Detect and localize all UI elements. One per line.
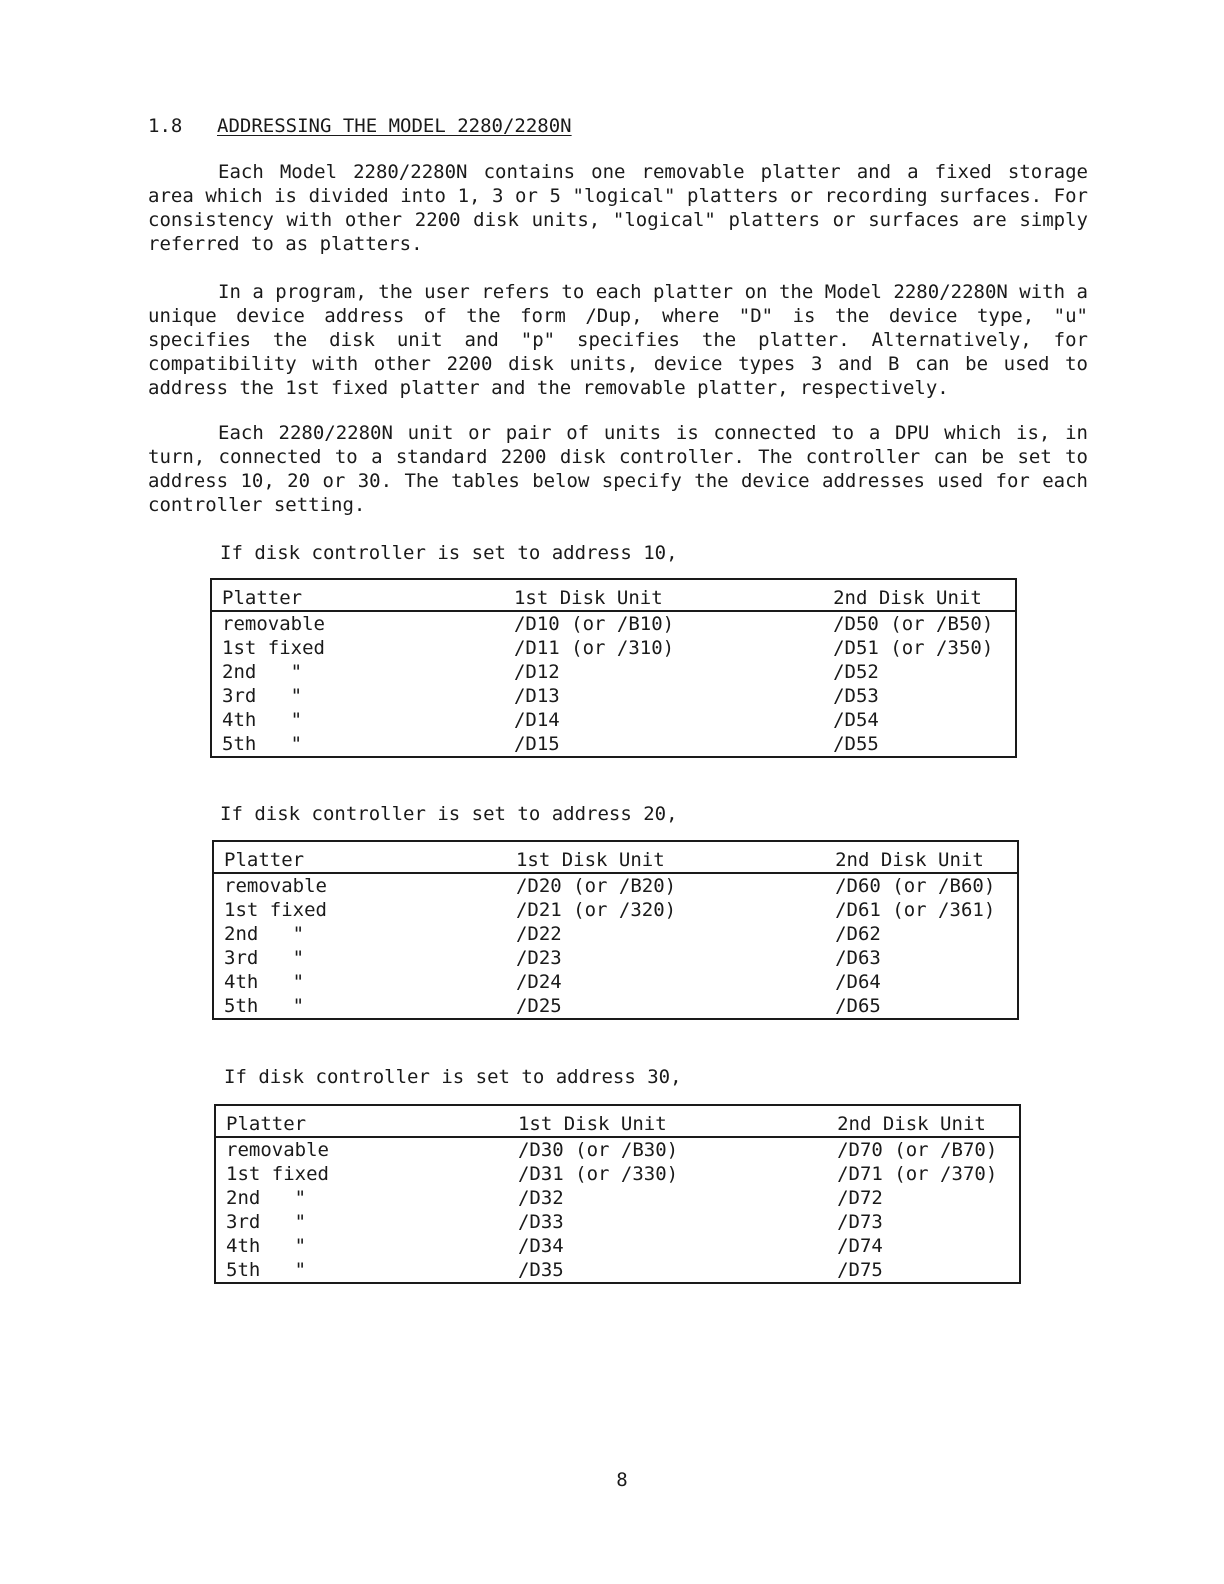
table-header-row bbox=[213, 841, 1018, 873]
section-heading bbox=[148, 114, 572, 138]
cell-unit2: /D51 (or /350) bbox=[833, 637, 994, 659]
paragraph-2: In a program, the user refers to each platter on the Model 2280/2280N with a unique device address of the form /Dup, where "D" is the device type, "u" specifies the disk unit and "p" specifies the platter. Alternatively, for compatibility with other 2200 disk units, device types 3 and B can be used to address the 1st fixed platter and the removable platter, respectively. bbox=[148, 281, 1088, 399]
cell-unit1: /D33 bbox=[517, 1211, 564, 1233]
cell-unit2: /D52 bbox=[833, 661, 879, 683]
cell-unit1: /D32 bbox=[517, 1187, 564, 1209]
table-row bbox=[213, 946, 1018, 970]
cell-platter: 5th " bbox=[226, 1259, 307, 1281]
table-row bbox=[213, 970, 1018, 994]
cell-unit1: /D14 bbox=[513, 709, 560, 731]
cell-unit1: /D20 (or /B20) bbox=[515, 875, 677, 897]
cell-unit1: /D10 (or /B10) bbox=[513, 613, 675, 635]
cell-unit2: /D73 bbox=[837, 1211, 883, 1233]
table-row bbox=[211, 660, 1016, 684]
header-platter: Platter bbox=[215, 1105, 508, 1137]
cell-platter: 1st fixed bbox=[226, 1163, 329, 1185]
cell-unit1: /D13 bbox=[513, 685, 560, 707]
cell-unit2: /D54 bbox=[833, 709, 879, 731]
cell-unit1: /D22 bbox=[515, 923, 562, 945]
cell-platter: 3rd " bbox=[224, 947, 305, 969]
table-row bbox=[215, 1137, 1020, 1162]
cell-platter: 1st fixed bbox=[224, 899, 327, 921]
cell-unit1: /D21 (or /320) bbox=[515, 899, 677, 921]
cell-platter: removable bbox=[224, 875, 327, 897]
header-platter: Platter bbox=[211, 579, 504, 611]
table-row bbox=[215, 1186, 1020, 1210]
table-row bbox=[215, 1210, 1020, 1234]
cell-unit2: /D55 bbox=[833, 733, 879, 755]
table-row bbox=[211, 684, 1016, 708]
cell-platter: 5th " bbox=[222, 733, 303, 755]
cell-unit1: /D24 bbox=[515, 971, 562, 993]
header-2nd-disk-unit: 2nd Disk Unit bbox=[823, 579, 1016, 611]
cell-unit2: /D63 bbox=[835, 947, 881, 969]
cell-unit2: /D61 (or /361) bbox=[835, 899, 996, 921]
cell-platter: 5th " bbox=[224, 995, 305, 1017]
cell-platter: 4th " bbox=[222, 709, 303, 731]
table-row bbox=[211, 636, 1016, 660]
cell-unit1: /D31 (or /330) bbox=[517, 1163, 679, 1185]
header-1st-disk-unit: 1st Disk Unit bbox=[508, 1105, 827, 1137]
table-row bbox=[213, 873, 1018, 898]
cell-platter: removable bbox=[222, 613, 325, 635]
cell-platter: 1st fixed bbox=[222, 637, 325, 659]
cell-platter: 2nd " bbox=[226, 1187, 307, 1209]
section-number: 1.8 bbox=[148, 115, 183, 137]
cell-unit2: /D62 bbox=[835, 923, 881, 945]
cell-unit1: /D35 bbox=[517, 1259, 564, 1281]
table-row bbox=[215, 1258, 1020, 1283]
cell-unit2: /D65 bbox=[835, 995, 881, 1017]
cell-platter: 3rd " bbox=[222, 685, 303, 707]
header-platter: Platter bbox=[213, 841, 506, 873]
cell-unit2: /D60 (or /B60) bbox=[835, 875, 996, 897]
section-title: ADDRESSING THE MODEL 2280/2280N bbox=[217, 115, 572, 137]
table-row bbox=[213, 994, 1018, 1019]
cell-unit1: /D23 bbox=[515, 947, 562, 969]
cell-unit2: /D75 bbox=[837, 1259, 883, 1281]
table-row bbox=[211, 708, 1016, 732]
cell-platter: 3rd " bbox=[226, 1211, 307, 1233]
table-row bbox=[215, 1162, 1020, 1186]
cell-unit2: /D74 bbox=[837, 1235, 883, 1257]
cell-unit2: /D71 (or /370) bbox=[837, 1163, 998, 1185]
cell-unit1: /D25 bbox=[515, 995, 562, 1017]
cell-unit1: /D15 bbox=[513, 733, 560, 755]
table-row bbox=[211, 611, 1016, 636]
address-table-20 bbox=[212, 840, 1019, 1020]
table-row bbox=[215, 1234, 1020, 1258]
table-intro-20: If disk controller is set to address 20, bbox=[220, 803, 678, 825]
paragraph-3: Each 2280/2280N unit or pair of units is connected to a DPU which is, in turn, connected to a standard 2200 disk controller. The controller can be set to address 10, 20 or 30. The tables below specify the device addresses used for each controller setting. bbox=[148, 422, 1088, 516]
cell-platter: 2nd " bbox=[224, 923, 305, 945]
cell-unit2: /D50 (or /B50) bbox=[833, 613, 994, 635]
table-intro-10: If disk controller is set to address 10, bbox=[220, 542, 678, 564]
table-row bbox=[211, 732, 1016, 757]
address-table-30 bbox=[214, 1104, 1021, 1284]
paragraph-1: Each Model 2280/2280N contains one removable platter and a fixed storage area which is divided into 1, 3 or 5 "logical" platters or recording surfaces. For consistency with other 2200 disk units, "logical" platters or surfaces are simply referred to as platters. bbox=[148, 161, 1088, 255]
page-number: 8 bbox=[616, 1469, 628, 1491]
cell-platter: 2nd " bbox=[222, 661, 303, 683]
table-intro-30: If disk controller is set to address 30, bbox=[224, 1066, 682, 1088]
cell-unit2: /D70 (or /B70) bbox=[837, 1139, 998, 1161]
table-header-row bbox=[211, 579, 1016, 611]
cell-unit2: /D72 bbox=[837, 1187, 883, 1209]
header-1st-disk-unit: 1st Disk Unit bbox=[504, 579, 823, 611]
cell-unit1: /D12 bbox=[513, 661, 560, 683]
header-2nd-disk-unit: 2nd Disk Unit bbox=[825, 841, 1018, 873]
cell-unit2: /D64 bbox=[835, 971, 881, 993]
cell-platter: 4th " bbox=[226, 1235, 307, 1257]
table-row bbox=[213, 922, 1018, 946]
table-header-row bbox=[215, 1105, 1020, 1137]
cell-unit2: /D53 bbox=[833, 685, 879, 707]
cell-unit1: /D30 (or /B30) bbox=[517, 1139, 679, 1161]
cell-unit1: /D11 (or /310) bbox=[513, 637, 675, 659]
cell-platter: removable bbox=[226, 1139, 329, 1161]
cell-unit1: /D34 bbox=[517, 1235, 564, 1257]
table-row bbox=[213, 898, 1018, 922]
address-table-10 bbox=[210, 578, 1017, 758]
cell-platter: 4th " bbox=[224, 971, 305, 993]
header-2nd-disk-unit: 2nd Disk Unit bbox=[827, 1105, 1020, 1137]
header-1st-disk-unit: 1st Disk Unit bbox=[506, 841, 825, 873]
